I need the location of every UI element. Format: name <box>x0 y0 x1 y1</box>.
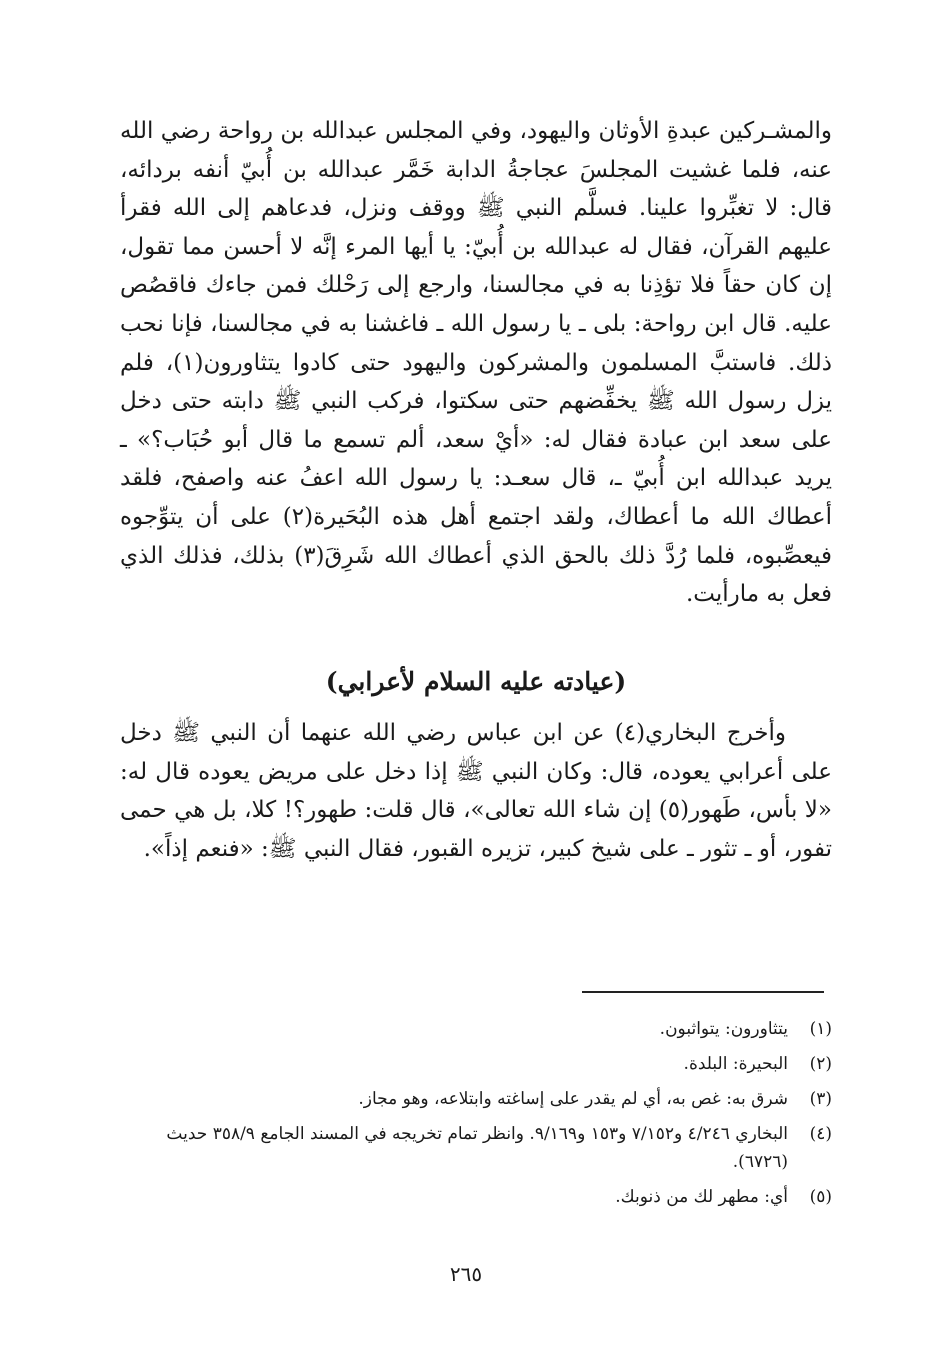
footnote-item <box>120 1183 832 1211</box>
footnote-number: (٣) <box>809 1089 832 1109</box>
footnote-item <box>120 1085 832 1113</box>
footnote-text: شرق به: غص به، أي لم يقدر على إساغته وابتلاعه، وهو مجاز. <box>358 1089 788 1109</box>
footnote-text: البخاري ٤/٢٤٦ و٧/١٥٢ و١٥٣ و٩/١٦٩. وانظر تمام تخريجه في المسند الجامع ٣٥٨/٩ حديث (٦٧٢٦). <box>166 1124 788 1172</box>
footnote-number: (٢) <box>809 1054 832 1074</box>
footnote-text: أي: مطهر لك من ذنوبك. <box>615 1187 788 1207</box>
section-text-block <box>120 714 832 868</box>
footnote-number: (١) <box>809 1019 832 1039</box>
footnote-item <box>120 1120 832 1176</box>
footnote-text: البحيرة: البلدة. <box>683 1054 788 1074</box>
footnote-item <box>120 1050 832 1078</box>
footnote-divider <box>582 991 824 993</box>
footnote-text: يتثاورون: يتواثبون. <box>659 1019 788 1039</box>
footnote-item <box>120 1015 832 1043</box>
section-heading: (عيادته عليه السلام لأعرابي) <box>325 667 627 696</box>
footnote-number: (٤) <box>809 1124 832 1144</box>
page-number: ٢٦٥ <box>449 1262 483 1286</box>
section-paragraph: وأخرج البخاري(٤) عن ابن عباس رضي الله عنهما أن النبي ﷺ دخل على أعرابي يعوده، قال: وكان النبي ﷺ إذا دخل على مريض يعوده قال له: «لا بأس، طَهور(٥) إن شاء الله تعالى»، قال قلت: طهور؟! كلا، بل هي حمى تفور، أو ـ تثور ـ على شيخ كبير، تزيره القبور، فقال النبي ﷺ: «فنعم إذاً». <box>120 720 832 862</box>
footnote-number: (٥) <box>809 1187 832 1207</box>
footnotes <box>120 1015 832 1218</box>
paragraph-1: والمشـركين عبدةِ الأوثان واليهود، وفي المجلس عبدالله بن رواحة رضي الله عنه، فلما غشيت المجلسَ عجاجةُ الدابة خَمَّر عبدالله بن أُبيّ أنفه بردائه، قال: لا تغبِّروا علينا. فسلَّم النبي ﷺ ووقف ونزل، فدعاهم إلى الله فقرأ عليهم القرآن، فقال له عبدالله بن أُبيّ: يا أيها المرء إنَّه لا أحسن مما تقول، إن كان حقاً فلا تؤذِنا به في مجالسنا، وارجع إلى رَحْلك فمن جاءك فاقصُص عليه. قال ابن رواحة: بلى ـ يا رسول الله ـ فاغشنا به في مجالسنا، فإنا نحب ذلك. فاستبَّ المسلمون والمشركون واليهود حتى كادوا يتثاورون(١)، فلم يزل رسول الله ﷺ يخفِّضهم حتى سكتوا، فركب النبي ﷺ دابته حتى دخل على سعد ابن عبادة فقال له: «أيْ سعد، ألم تسمع ما قال أبو حُبَاب؟» ـ يريد عبدالله ابن أُبيّ ـ، قال سعـد: يا رسول الله اعفُ عنه واصفح، فلقد أعطاك الله ما أعطاك، ولقد اجتمع أهل هذه البُحَيرة(٢) على أن يتوِّجوه فيعصِّبوه، فلما رُدَّ ذلك بالحق الذي أعطاك الله شَرِقَ(٣) بذلك، فذلك الذي فعل به مارأيت. <box>120 118 832 608</box>
main-text-block <box>120 112 832 614</box>
